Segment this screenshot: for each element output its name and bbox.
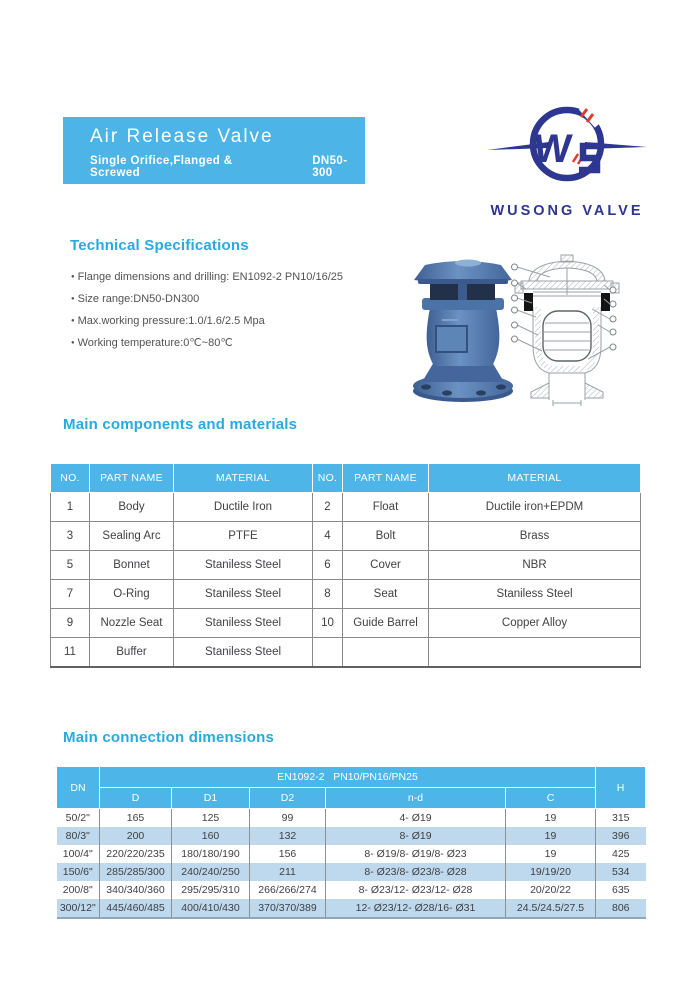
- dimensions-cell: 8- Ø23/12- Ø23/12- Ø28: [326, 881, 506, 899]
- dimensions-cell: 211: [250, 863, 326, 881]
- dimensions-cell: 315: [596, 809, 646, 828]
- components-cell: 8: [313, 580, 343, 609]
- dimensions-cell: 125: [172, 809, 250, 828]
- components-cell: 2: [313, 493, 343, 522]
- components-cell: Bonnet: [90, 551, 174, 580]
- dimensions-cell: 50/2": [57, 809, 100, 828]
- components-cell: [343, 638, 429, 668]
- components-col-header: MATERIAL: [174, 464, 313, 493]
- components-cell: Seat: [343, 580, 429, 609]
- col-h: H: [596, 767, 646, 809]
- dimensions-row: [57, 809, 646, 828]
- components-cell: Sealing Arc: [90, 522, 174, 551]
- dimensions-cell: 99: [250, 809, 326, 828]
- dimensions-cell: 635: [596, 881, 646, 899]
- dimensions-cell: 534: [596, 863, 646, 881]
- components-cell: Body: [90, 493, 174, 522]
- dimensions-sub-col-header: D: [100, 788, 172, 809]
- dimensions-cell: 285/285/300: [100, 863, 172, 881]
- dimensions-cell: 300/12": [57, 899, 100, 918]
- dimensions-cell: 8- Ø19/8- Ø19/8- Ø23: [326, 845, 506, 863]
- spec-item: ● Max.working pressure:1.0/1.6/2.5 Mpa: [71, 310, 401, 332]
- title-band: [63, 117, 365, 184]
- components-cell: Brass: [429, 522, 641, 551]
- components-header-row: [51, 464, 641, 493]
- components-cell: PTFE: [174, 522, 313, 551]
- dimensions-cell: 80/3": [57, 827, 100, 845]
- dimensions-cell: 150/6": [57, 863, 100, 881]
- components-cell: Bolt: [343, 522, 429, 551]
- dimensions-cell: 19: [506, 809, 596, 828]
- dimensions-cell: 19/19/20: [506, 863, 596, 881]
- dimensions-cell: 24.5/24.5/27.5: [506, 899, 596, 918]
- components-cell: 7: [51, 580, 90, 609]
- components-heading: Main components and materials: [63, 416, 298, 433]
- brand-name: WUSONG VALVE: [490, 203, 644, 219]
- dimensions-cell: 8- Ø23/8- Ø23/8- Ø28: [326, 863, 506, 881]
- dimensions-cell: 400/410/430: [172, 899, 250, 918]
- dimensions-header-row-1: [57, 767, 646, 788]
- components-cell: 3: [51, 522, 90, 551]
- components-cell: [429, 638, 641, 668]
- components-cell: Staniless Steel: [174, 580, 313, 609]
- col-dn: DN: [57, 767, 100, 809]
- components-cell: Copper Alloy: [429, 609, 641, 638]
- dimensions-cell: 200: [100, 827, 172, 845]
- components-col-header: NO.: [51, 464, 90, 493]
- spec-item: ● Flange dimensions and drilling: EN1092-2 PN10/16/25: [71, 266, 401, 288]
- specs-heading: Technical Specifications: [70, 237, 249, 254]
- dimensions-cell: 4- Ø19: [326, 809, 506, 828]
- dimensions-row: [57, 845, 646, 863]
- dimensions-table: [56, 766, 646, 919]
- page-subtitle: Single Orifice,Flanged & Screwed: [90, 155, 233, 179]
- components-row: [51, 638, 641, 668]
- components-cell: Nozzle Seat: [90, 609, 174, 638]
- components-cell: Staniless Steel: [174, 551, 313, 580]
- components-cell: NBR: [429, 551, 641, 580]
- dimensions-cell: 425: [596, 845, 646, 863]
- components-cell: Staniless Steel: [174, 609, 313, 638]
- components-col-header: PART NAME: [90, 464, 174, 493]
- dimensions-row: [57, 881, 646, 899]
- valve-photo: [406, 254, 520, 406]
- wusong-logo-mark: [487, 98, 647, 194]
- components-cell: [313, 638, 343, 668]
- dimensions-cell: 180/180/190: [172, 845, 250, 863]
- dimensions-cell: 340/340/360: [100, 881, 172, 899]
- components-cell: 5: [51, 551, 90, 580]
- dimensions-sub-col-header: n-d: [326, 788, 506, 809]
- dimensions-cell: 240/240/250: [172, 863, 250, 881]
- dimensions-sub-col-header: D2: [250, 788, 326, 809]
- components-row: [51, 580, 641, 609]
- spec-item: ● Working temperature:0℃~80℃: [71, 332, 401, 354]
- components-cell: 1: [51, 493, 90, 522]
- components-cell: Float: [343, 493, 429, 522]
- components-cell: Ductile iron+EPDM: [429, 493, 641, 522]
- components-row: [51, 609, 641, 638]
- dimensions-cell: 396: [596, 827, 646, 845]
- dimensions-sub-col-header: D1: [172, 788, 250, 809]
- components-row: [51, 522, 641, 551]
- components-cell: 6: [313, 551, 343, 580]
- standard-group-header: EN1092-2 PN10/PN16/PN25: [100, 767, 596, 788]
- spec-item: ● Size range:DN50-DN300: [71, 288, 401, 310]
- components-cell: Cover: [343, 551, 429, 580]
- dimensions-cell: 165: [100, 809, 172, 828]
- dimensions-cell: 8- Ø19: [326, 827, 506, 845]
- svg-text:W: W: [531, 127, 574, 171]
- dimensions-cell: 156: [250, 845, 326, 863]
- dimensions-header-row-2: [57, 788, 646, 809]
- dimensions-row: [57, 827, 646, 845]
- components-cell: O-Ring: [90, 580, 174, 609]
- dimensions-row: [57, 863, 646, 881]
- dimensions-cell: 806: [596, 899, 646, 918]
- spec-list: [71, 266, 401, 354]
- components-cell: 11: [51, 638, 90, 668]
- dimensions-heading: Main connection dimensions: [63, 729, 275, 746]
- dimensions-cell: 12- Ø23/12- Ø28/16- Ø31: [326, 899, 506, 918]
- dimensions-cell: 220/220/235: [100, 845, 172, 863]
- dn-range: DN50-300: [312, 155, 348, 179]
- dimensions-cell: 20/20/22: [506, 881, 596, 899]
- components-cell: Buffer: [90, 638, 174, 668]
- components-cell: 9: [51, 609, 90, 638]
- components-cell: 4: [313, 522, 343, 551]
- components-col-header: NO.: [313, 464, 343, 493]
- dimensions-cell: 19: [506, 827, 596, 845]
- wusong-logo: [487, 98, 647, 219]
- components-cell: Guide Barrel: [343, 609, 429, 638]
- components-cell: Staniless Steel: [429, 580, 641, 609]
- dimensions-cell: 100/4": [57, 845, 100, 863]
- dimensions-cell: 370/370/389: [250, 899, 326, 918]
- components-col-header: PART NAME: [343, 464, 429, 493]
- dimensions-cell: 200/8": [57, 881, 100, 899]
- dimensions-cell: 19: [506, 845, 596, 863]
- components-cell: 10: [313, 609, 343, 638]
- dimensions-sub-col-header: C: [506, 788, 596, 809]
- valve-cross-section-drawing: [508, 251, 660, 409]
- dimensions-cell: 295/295/310: [172, 881, 250, 899]
- components-col-header: MATERIAL: [429, 464, 641, 493]
- dimensions-cell: 160: [172, 827, 250, 845]
- components-table: [50, 463, 641, 668]
- dimensions-row: [57, 899, 646, 918]
- components-row: [51, 493, 641, 522]
- components-row: [51, 551, 641, 580]
- dimensions-cell: 132: [250, 827, 326, 845]
- dimensions-cell: 266/266/274: [250, 881, 326, 899]
- page-title: Air Release Valve: [90, 126, 274, 147]
- components-cell: Staniless Steel: [174, 638, 313, 668]
- dimensions-cell: 445/460/485: [100, 899, 172, 918]
- components-cell: Ductile Iron: [174, 493, 313, 522]
